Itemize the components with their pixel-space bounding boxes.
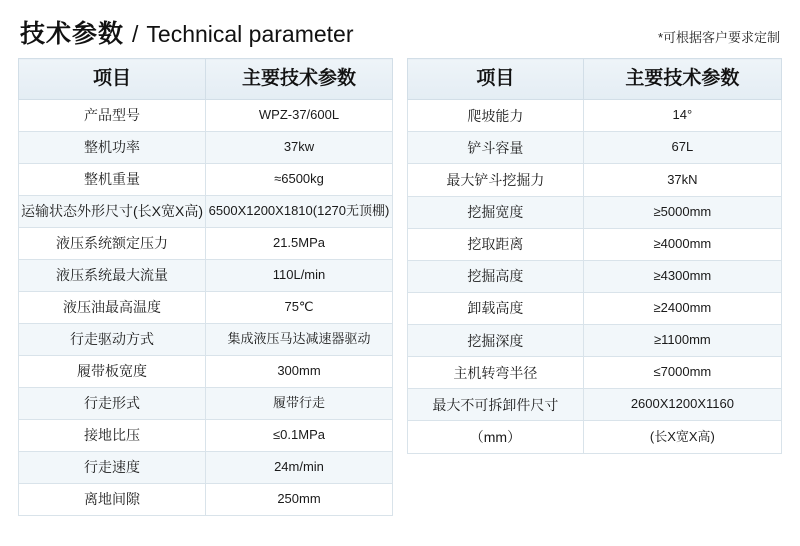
row-value: (长X宽X高) — [583, 421, 781, 453]
row-value: ≥1100mm — [583, 325, 781, 357]
column-header-item: 项目 — [408, 59, 584, 100]
table-row — [408, 164, 782, 196]
table-row — [19, 164, 393, 196]
table-header-row — [408, 59, 782, 100]
row-value: ≥2400mm — [583, 292, 781, 324]
row-label: 产品型号 — [19, 100, 206, 132]
table-spacer-row — [408, 485, 782, 516]
right-parameter-table — [407, 58, 782, 516]
left-table-body — [19, 59, 393, 516]
table-spacer-row — [408, 453, 782, 485]
page-header — [0, 0, 800, 58]
row-label: 履带板宽度 — [19, 356, 206, 388]
row-value: 75℃ — [206, 292, 393, 324]
table-row — [408, 228, 782, 260]
row-value: 24m/min — [206, 452, 393, 484]
table-row — [408, 196, 782, 228]
table-row — [19, 196, 393, 228]
row-value: 37kN — [583, 164, 781, 196]
row-label: 最大不可拆卸件尺寸 — [408, 389, 584, 421]
parameter-tables — [0, 58, 800, 516]
page-title — [20, 14, 354, 50]
row-label: 最大铲斗挖掘力 — [408, 164, 584, 196]
row-label: 挖掘高度 — [408, 260, 584, 292]
row-value: 110L/min — [206, 260, 393, 292]
spacer-cell — [583, 453, 781, 485]
row-label: 液压系统额定压力 — [19, 228, 206, 260]
table-row — [408, 292, 782, 324]
row-label: 接地比压 — [19, 420, 206, 452]
table-row — [19, 356, 393, 388]
table-row — [19, 100, 393, 132]
table-row — [408, 357, 782, 389]
row-label: （mm） — [408, 421, 584, 453]
table-row — [408, 132, 782, 164]
column-header-item: 项目 — [19, 59, 206, 100]
table-row — [19, 132, 393, 164]
row-value: ≥5000mm — [583, 196, 781, 228]
customization-note: *可根据客户要求定制 — [657, 30, 780, 45]
table-row — [19, 324, 393, 356]
row-label: 运输状态外形尺寸(长X宽X高) — [19, 196, 206, 228]
spacer-cell — [408, 453, 584, 485]
row-value: ≤0.1MPa — [206, 420, 393, 452]
table-row — [408, 260, 782, 292]
table-row — [408, 421, 782, 453]
table-row — [408, 100, 782, 132]
row-value: 2600X1200X1160 — [583, 389, 781, 421]
row-value: 6500X1200X1810(1270无顶棚) — [206, 196, 393, 228]
page-title-en: Technical parameter — [146, 21, 354, 47]
page-title-cn: 技术参数 — [20, 20, 125, 48]
row-value: 集成液压马达减速器驱动 — [206, 324, 393, 356]
table-row — [19, 260, 393, 292]
row-label: 主机转弯半径 — [408, 357, 584, 389]
row-value: 300mm — [206, 356, 393, 388]
row-value: 履带行走 — [206, 388, 393, 420]
row-label: 行走速度 — [19, 452, 206, 484]
row-value: 250mm — [206, 484, 393, 516]
row-value: ≤7000mm — [583, 357, 781, 389]
row-label: 铲斗容量 — [408, 132, 584, 164]
row-label: 爬坡能力 — [408, 100, 584, 132]
table-row — [19, 228, 393, 260]
row-label: 液压系统最大流量 — [19, 260, 206, 292]
left-parameter-table — [18, 58, 393, 516]
row-label: 挖掘宽度 — [408, 196, 584, 228]
table-row — [408, 325, 782, 357]
table-row — [19, 292, 393, 324]
table-row — [19, 420, 393, 452]
column-header-value: 主要技术参数 — [206, 59, 393, 100]
row-value: 14° — [583, 100, 781, 132]
row-value: ≥4300mm — [583, 260, 781, 292]
table-row — [19, 484, 393, 516]
table-row — [19, 452, 393, 484]
row-label: 行走形式 — [19, 388, 206, 420]
row-value: WPZ-37/600L — [206, 100, 393, 132]
row-label: 挖掘深度 — [408, 325, 584, 357]
row-value: ≈6500kg — [206, 164, 393, 196]
row-label: 整机重量 — [19, 164, 206, 196]
row-label: 液压油最高温度 — [19, 292, 206, 324]
title-separator: / — [132, 21, 139, 47]
spacer-cell — [583, 485, 781, 516]
table-header-row — [19, 59, 393, 100]
spacer-cell — [408, 485, 584, 516]
row-label: 卸载高度 — [408, 292, 584, 324]
right-table-body — [408, 59, 782, 517]
row-value: 67L — [583, 132, 781, 164]
row-value: ≥4000mm — [583, 228, 781, 260]
row-label: 行走驱动方式 — [19, 324, 206, 356]
row-value: 37kw — [206, 132, 393, 164]
table-row — [408, 389, 782, 421]
column-header-value: 主要技术参数 — [583, 59, 781, 100]
row-value: 21.5MPa — [206, 228, 393, 260]
table-row — [19, 388, 393, 420]
row-label: 离地间隙 — [19, 484, 206, 516]
row-label: 挖取距离 — [408, 228, 584, 260]
row-label: 整机功率 — [19, 132, 206, 164]
